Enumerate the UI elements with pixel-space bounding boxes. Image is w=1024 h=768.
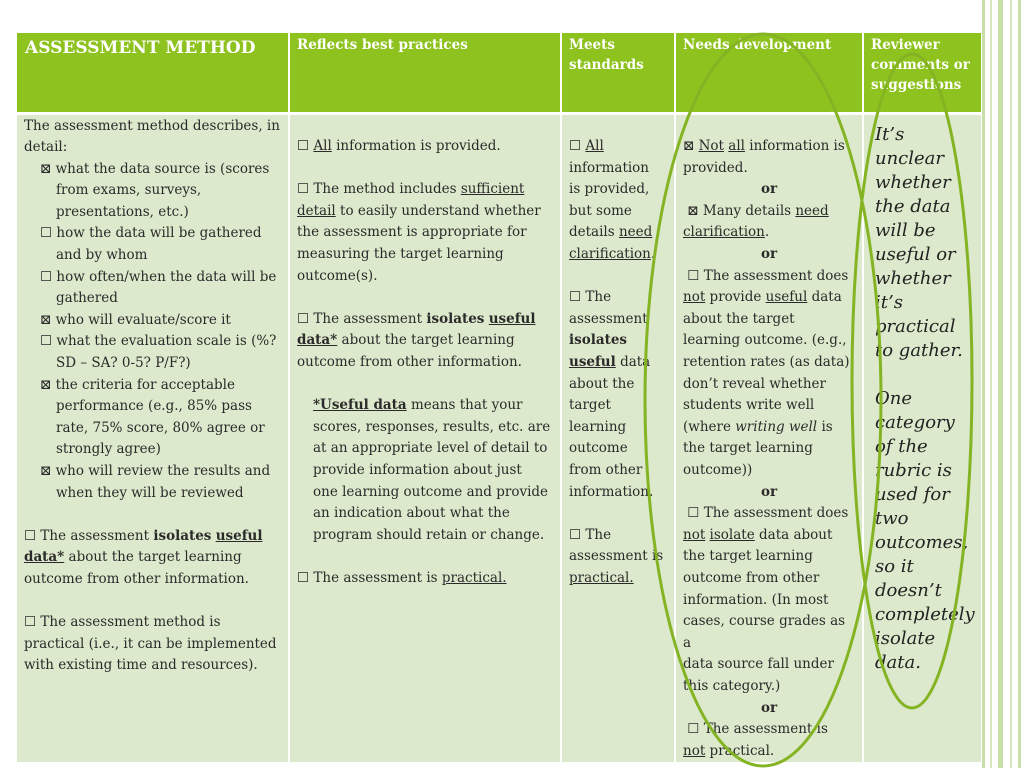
checked-checkbox-icon: ⊠ [40,160,52,177]
best-practice-item: ☐ All information is provided. [297,138,501,155]
header-row [17,33,981,113]
assessment-rubric-table [17,33,981,762]
or-separator: or [760,246,778,263]
reviewer-comments-cell [863,113,981,762]
decorative-border [980,0,1024,768]
development-item: ⊠ Not all information is [683,138,845,155]
empty-checkbox-icon: ☐ [569,526,582,543]
empty-checkbox-icon: ☐ [687,505,700,522]
empty-checkbox-icon: ☐ [24,527,37,544]
useful-data-definition: *Useful data means that your [313,397,523,414]
reviewer-comment-1: It’s unclear whether the data will be useful or whether it’s practical to gather. [875,123,963,361]
empty-checkbox-icon: ☐ [297,138,310,155]
development-item: ☐ The assessment does [687,267,849,284]
empty-checkbox-icon: ☐ [40,333,53,350]
isolates-criterion: ☐ The assessment isolates useful [24,527,263,544]
criterion-item: ☐ what the evaluation scale is (%? [40,333,277,350]
checked-checkbox-icon: ⊠ [40,463,52,479]
standard-item: ☐ All [569,138,604,155]
empty-checkbox-icon: ☐ [687,267,700,284]
criterion-item: ⊠ the criteria for acceptable [40,376,235,393]
or-separator: or [760,699,778,716]
empty-checkbox-icon: ☐ [40,225,53,242]
checked-checkbox-icon: ⊠ [40,311,52,328]
reviewer-comment-2: One category of the rubric is used for two outcomes, so it doesn’t completely isolate data. [875,387,975,673]
checked-checkbox-icon: ⊠ [683,138,695,155]
header-meets-standards: Meets standards [561,33,675,113]
intro-text: detail: [24,139,68,156]
header-best-practices: Reflects best practices [289,33,561,113]
practical-criterion: ☐ The assessment method is [24,614,221,631]
criterion-item: ⊠ who will review the results and [40,463,271,479]
header-assessment-method: ASSESSMENT METHOD [17,33,289,113]
meets-standards-cell: ☐ All information is provided, but some details need clarification. ☐ The assessment isolates useful data about the target learning outcome from other information. ☐ The assessment is practical. [561,113,675,762]
best-practice-item: ☐ The assessment isolates useful [297,310,536,327]
empty-checkbox-icon: ☐ [24,614,37,631]
development-item: ⊠ Many details need [687,202,829,219]
criterion-item: ⊠ who will evaluate/score it [40,311,231,328]
criterion-item: ⊠ what the data source is (scores [40,160,270,177]
empty-checkbox-icon: ☐ [297,310,310,327]
best-practice-item: ☐ The assessment is practical. [297,569,507,586]
standard-item: ☐ The [569,526,612,543]
empty-checkbox-icon: ☐ [297,569,310,586]
empty-checkbox-icon: ☐ [569,289,582,306]
checked-checkbox-icon: ⊠ [687,202,699,219]
development-item: ☐ The assessment is [687,721,828,738]
best-practice-item: ☐ The method includes sufficient [297,181,525,198]
rubric-row [17,113,981,762]
or-separator: or [760,181,778,198]
header-needs-development: Needs development [675,33,863,113]
development-item: ☐ The assessment does [687,505,849,522]
empty-checkbox-icon: ☐ [687,721,700,738]
standard-item: ☐ The [569,289,612,306]
criterion-item: ☐ how often/when the data will be [40,268,277,285]
checked-checkbox-icon: ⊠ [40,376,52,393]
criterion-item: ☐ how the data will be gathered [40,225,262,242]
best-practices-cell: ☐ All information is provided. ☐ The method includes sufficient detail to easily understand whether the assessment is appropriate for measuring the target learning outcome(s). ☐ The assessment isolates useful data* about the target learning outcome from other information. *Useful data means that your scores, responses, results, etc. are at an appropriate level of detail to provide information about just one learning outcome and provide an indication about what the program should retain or change. ☐ The assessment is practical. [289,113,561,762]
assessment-method-cell: The assessment method describes, in detail: ⊠ what the data source is (scores from exams, surveys, presentations, etc.) ☐ how the data will be gathered and by whom ☐ how often/when the data will be gathered ⊠ who will evaluate/score it ☐ what the evaluation scale is (%? SD – SA? 0-5? P/F?) ⊠ the criteria for acceptable performance (e.g., 85% pass rate, 75% score, 80% agree or strongly agree) ⊠ who will review the results and when they will be reviewed ☐ The assessment isolates useful data* about the target learning outcome from other information. ☐ The assessment method is practical (i.e., it can be implemented with existing time and resources). [17,113,289,762]
empty-checkbox-icon: ☐ [297,181,310,198]
empty-checkbox-icon: ☐ [569,138,582,155]
empty-checkbox-icon: ☐ [40,268,53,285]
header-reviewer-comments: Reviewer comments or suggestions [863,33,981,113]
intro-text: The assessment method describes, in [24,117,280,134]
or-separator: or [760,483,778,500]
needs-development-cell: ⊠ Not all information is provided. or ⊠ Many details need clarification. or ☐ The assessment does not provide useful data about the target learning outcome. (e.g., retention rates (as data) don’t reveal whether students write well (where writing well is the target learning outcome)) or ☐ The assessment does not isolate data about the target learning outcome from other information. (In most cases, course grades as a data source fall under this category.) or ☐ The assessment is not practical. [675,113,863,762]
